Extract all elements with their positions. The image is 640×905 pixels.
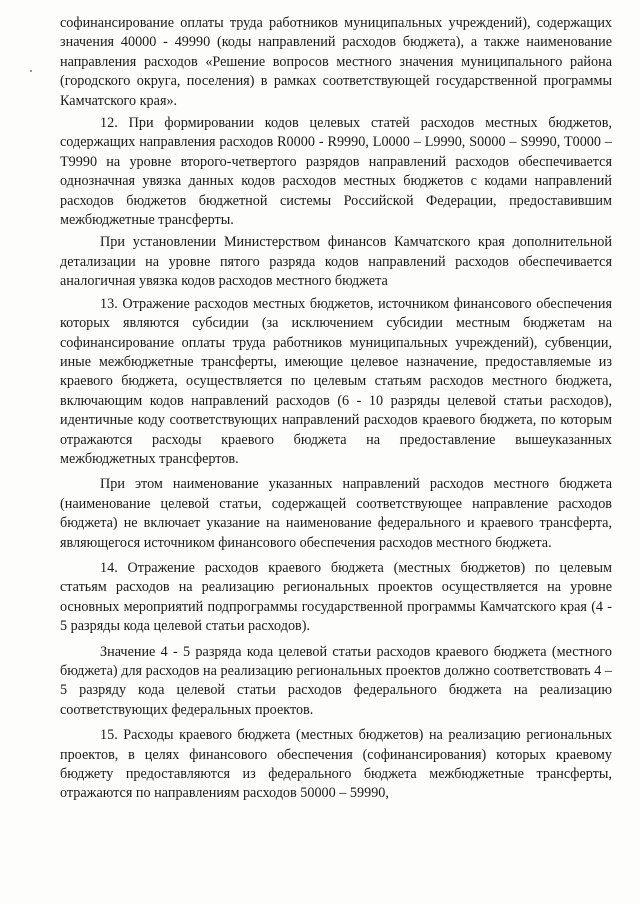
paragraph-13-addendum: При этом наименование указанных направлений расходов местного бюджета (наименование целевой статьи, содержащей соответствующее направление расходов бюджета) не включает указание на наименование федерального и краевого трансферта, являющегося источником финансового обеспечения расходов местного бюджета. xyxy=(60,476,612,551)
paragraph-14: 14. Отражение расходов краевого бюджета (местных бюджетов) по целевым статьям расходов на реализацию региональных проектов осуществляется на уровне основных мероприятий подпрограммы государственной программы Камчатского края (4 - 5 разряды кода целевой статьи расходов). xyxy=(60,559,612,635)
paragraph-12: 12. При формировании кодов целевых статей расходов местных бюджетов, содержащих направления расходов R0000 - R9990, L0000 – L9990, S0000 – S9990, T0000 – T9990 на уровне второго-четвертого разрядов направлений расходов обеспечивается однозначная увязка данных кодов расходов местных бюджетов с кодами направлений расходов бюджетов бюджетной системы Российской Федерации, предоставившим межбюджетные трансферты. xyxy=(60,115,612,229)
paragraph-14-addendum: Значение 4 - 5 разряда кода целевой статьи расходов краевого бюджета (местного бюджета) для расходов на реализацию региональных проектов должно соответствовать 4 – 5 разряду кода целевой статьи расходов федерального бюджета на реализацию соответствующих федеральных проектов. xyxy=(60,643,612,718)
document-body xyxy=(60,14,612,807)
paragraph-13: 13. Отражение расходов местных бюджетов, источником финансового обеспечения которых являются субсидии (за исключением субсидии местным бюджетам на софинансирование оплаты труда работников муниципальных учреждений), субвенции, иные межбюджетные трансферты, имеющие целевое назначение, предоставляемые из краевого бюджета, осуществляется по целевым статьям расходов местного бюджета, включающим кодов направлений расходов (6 - 10 разряды целевой статьи расходов), идентичные коду соответствующих направлений расходов краевого бюджета, по которым отражаются расходы краевого бюджета на предоставление вышеуказанных межбюджетных трансфертов. xyxy=(60,295,612,467)
paragraph-15: 15. Расходы краевого бюджета (местных бюджетов) на реализацию региональных проектов, в целях финансового обеспечения (софинансирования) которых краевому бюджету предоставляются из федерального бюджета межбюджетные трансферты, отражаются по направлениям расходов 50000 – 59990, xyxy=(60,727,612,802)
scan-speck xyxy=(30,70,32,72)
paragraph-continuation: софинансирование оплаты труда работников муниципальных учреждений), содержащих значения 40000 - 49990 (коды направлений расходов бюджета), а также наименование направления расходов «Решение вопросов местного значения муниципального района (городского округа, поселения) в рамках соответствующей государственной программы Камчатского края». xyxy=(60,15,612,109)
paragraph-12-addendum: При установлении Министерством финансов Камчатского края дополнительной детализации на уровне пятого разряда кодов направлений расходов обеспечивается аналогичная увязка кодов расходов местного бюджета xyxy=(60,234,612,290)
